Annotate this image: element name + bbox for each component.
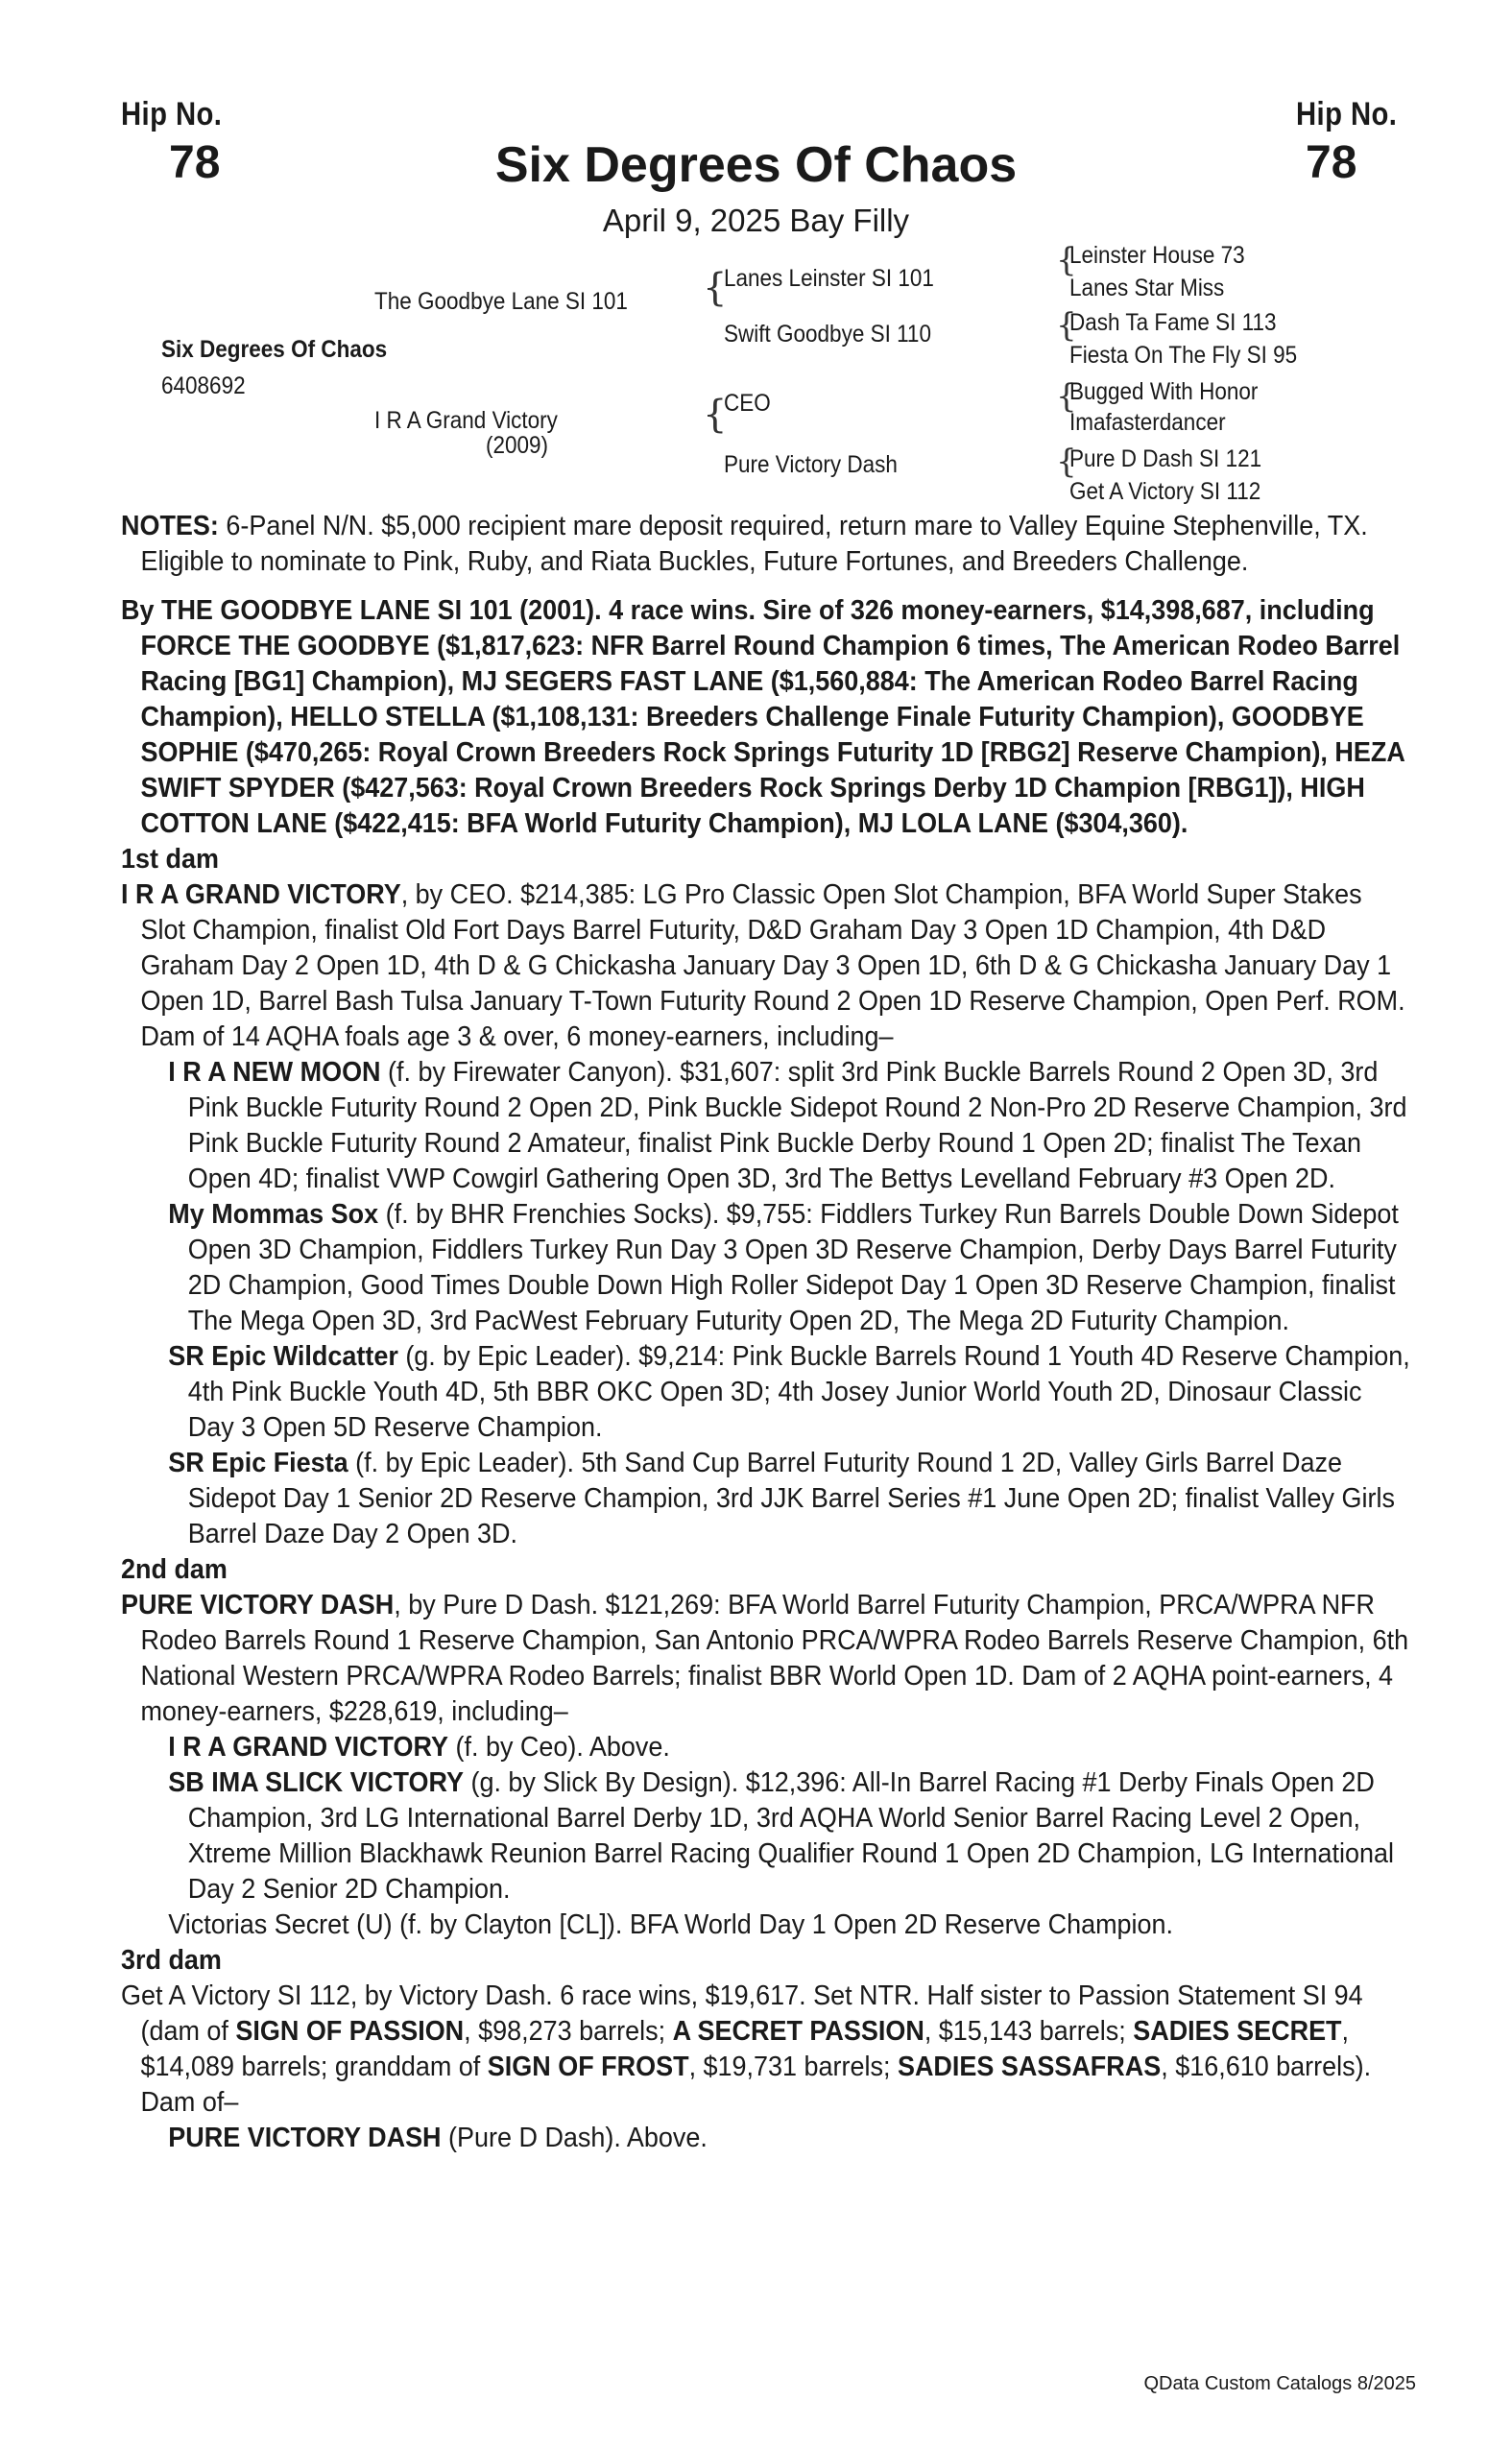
pedigree-dd-sire: Pure D Dash SI 121	[1069, 445, 1262, 472]
produce-entry	[168, 1197, 1411, 1339]
produce-name: SB IMA SLICK VICTORY	[168, 1767, 464, 1798]
pedigree-ds-dam: Imafasterdancer	[1069, 409, 1226, 436]
notes-label: NOTES:	[121, 511, 219, 541]
produce-entry	[168, 2121, 1411, 2156]
sire-paragraph: By THE GOODBYE LANE SI 101 (2001). 4 race wins. Sire of 326 money-earners, $14,398,687, including FORCE THE GOODBYE ($1,817,623: NFR Barrel Round Champion 6 times, The American Rodeo Barrel Racing [BG1] Champion), MJ SEGERS FAST LANE ($1,560,884: The American Rodeo Barrel Racing Champion), HELLO STELLA ($1,108,131: Breeders Challenge Finale Futurity Champion), GOODBYE SOPHIE ($470,265: Royal Crown Breeders Rock Springs Futurity 1D [RBG2] Reserve Champion), HEZA SWIFT SPYDER ($427,563: Royal Crown Breeders Rock Springs Derby 1D Champion [RBG1]), HIGH COTTON LANE ($422,415: BFA World Futurity Champion), MJ LOLA LANE ($304,360).	[121, 595, 1404, 839]
first-dam-paragraph	[121, 877, 1411, 1055]
produce-entry	[168, 1730, 1411, 1765]
third-dam-text: , $14,089 barrels; granddam of	[140, 2016, 1350, 2082]
notes-text: 6-Panel N/N. $5,000 recipient mare deposit required, return mare to Valley Equine Stephenville, TX. Eligible to nominate to Pink, Ruby, and Riata Buckles, Future Fortunes, and Breeders Challenge.	[140, 511, 1368, 577]
pedigree-sire: The Goodbye Lane SI 101	[374, 288, 628, 315]
third-dam-text: Get A Victory SI 112, by Victory Dash. 6 race wins, $19,617. Set NTR. Half sister to Passion Statement SI 94 (dam of	[121, 1980, 1363, 2047]
produce-text: (g. by Epic Leader). $9,214: Pink Buckle Barrels Round 1 Youth 4D Reserve Champion, 4th Pink Buckle Youth 4D, 5th BBR OKC Open 3D; 4th Josey Junior World Youth 2D, Dinosaur Classic Day 3 Open 5D Reserve Champion.	[187, 1341, 1410, 1443]
produce-text: (f. by Firewater Canyon). $31,607: split 3rd Pink Buckle Barrels Round 2 Open 3D, 3rd Pink Buckle Futurity Round 2 Open 2D, Pink Buckle Sidepot Round 2 Non-Pro 2D Reserve Champion, 3rd Pink Buckle Futurity Round 2 Amateur, finalist Pink Buckle Derby Round 1 Open 2D; finalist The Texan Open 4D; finalist VWP Cowgirl Gathering Open 3D, 3rd The Bettys Levelland February #3 Open 2D.	[187, 1057, 1407, 1194]
third-dam-producer: A SECRET PASSION	[672, 2016, 924, 2047]
pedigree-sd-dam: Fiesta On The Fly SI 95	[1069, 342, 1298, 369]
second-dam-heading: 2nd dam	[121, 1554, 228, 1585]
produce-entry	[168, 1908, 1411, 1943]
third-dam-heading: 3rd dam	[121, 1945, 222, 1976]
pedigree-dd-dam: Get A Victory SI 112	[1069, 478, 1261, 505]
notes-paragraph	[121, 509, 1411, 580]
third-dam-producer: SIGN OF PASSION	[235, 2016, 465, 2047]
pedigree-dam-sire: CEO	[724, 390, 771, 417]
first-dam-text: , by CEO. $214,385: LG Pro Classic Open Slot Champion, BFA World Super Stakes Slot Champion, finalist Old Fort Days Barrel Futurity, D&D Graham Day 3 Open 1D Champion, 4th D&D Graham Day 2 Open 1D, 4th D & G Chickasha January Day 3 Open 1D, 6th D & G Chickasha January Day 1 Open 1D, Barrel Bash Tulsa January T-Town Futurity Round 2 Open 1D Reserve Champion, Open Perf. ROM. Dam of 14 AQHA foals age 3 & over, 6 money-earners, including–	[140, 879, 1405, 1052]
produce-name: I R A NEW MOON	[168, 1057, 381, 1088]
third-dam-text: , $16,610 barrels). Dam of–	[140, 2052, 1372, 2118]
third-dam-text: , $98,273 barrels;	[464, 2016, 673, 2047]
second-dam-paragraph	[121, 1588, 1411, 1730]
produce-name: SR Epic Wildcatter	[168, 1341, 398, 1372]
produce-text: (Pure D Dash). Above.	[441, 2123, 708, 2153]
pedigree-dam-year: (2009)	[486, 432, 549, 459]
pedigree-subject-reg: 6408692	[161, 372, 246, 399]
hip-number-left: 78	[169, 137, 221, 188]
pedigree-dam-dam: Pure Victory Dash	[724, 451, 898, 478]
brace-icon: {	[1056, 443, 1077, 481]
second-dam-name: PURE VICTORY DASH	[121, 1590, 395, 1620]
third-dam-text: , $15,143 barrels;	[924, 2016, 1134, 2047]
produce-text: (g. by Slick By Design). $12,396: All-In Barrel Racing #1 Derby Finals Open 2D Champion, 3rd LG International Barrel Derby 1D, 3rd AQHA World Senior Barrel Racing Level 2 Open, Xtreme Million Blackhawk Reunion Barrel Racing Qualifier Round 1 Open 2D Champion, LG International Day 2 Senior 2D Champion.	[187, 1767, 1394, 1905]
brace-icon: {	[1056, 377, 1077, 416]
hip-label-right: Hip No.	[1296, 96, 1398, 132]
third-dam-text: , $19,731 barrels;	[688, 2052, 898, 2082]
produce-text: (f. by Ceo). Above.	[447, 1732, 670, 1763]
pedigree-sire-dam: Swift Goodbye SI 110	[724, 321, 931, 348]
horse-name-title: Six Degrees Of Chaos	[494, 137, 1018, 193]
pedigree-ss-sire: Leinster House 73	[1069, 242, 1245, 269]
brace-icon: {	[703, 266, 728, 310]
pedigree-subject-name: Six Degrees Of Chaos	[161, 336, 388, 363]
pedigree-dam: I R A Grand Victory	[374, 407, 558, 434]
third-dam-producer: SADIES SASSAFRAS	[897, 2052, 1162, 2082]
produce-text: Victorias Secret (U) (f. by Clayton [CL]). BFA World Day 1 Open 2D Reserve Champion.	[168, 1909, 1174, 1940]
foaling-info: April 9, 2025 Bay Filly	[602, 203, 910, 238]
produce-entry	[168, 1339, 1411, 1446]
produce-name: SR Epic Fiesta	[168, 1448, 348, 1478]
footer-credit: QData Custom Catalogs 8/2025	[1143, 2373, 1416, 2394]
pedigree-ss-dam: Lanes Star Miss	[1069, 275, 1225, 301]
produce-name: My Mommas Sox	[168, 1199, 379, 1230]
third-dam-producer: SADIES SECRET	[1133, 2016, 1342, 2047]
third-dam-producer: SIGN OF FROST	[487, 2052, 689, 2082]
brace-icon: {	[1056, 306, 1077, 345]
third-dam-paragraph	[121, 1979, 1411, 2121]
catalog-body	[121, 509, 1411, 2156]
second-dam-text: , by Pure D Dash. $121,269: BFA World Barrel Futurity Champion, PRCA/WPRA NFR Rodeo Barrels Round 1 Reserve Champion, San Antonio PRCA/WPRA Rodeo Barrels Reserve Champion, 6th National Western PRCA/WPRA Rodeo Barrels; finalist BBR World Open 1D. Dam of 2 AQHA point-earners, 4 money-earners, $228,619, including–	[140, 1590, 1409, 1727]
pedigree-ds-sire: Bugged With Honor	[1069, 378, 1259, 405]
first-dam-heading: 1st dam	[121, 844, 219, 875]
brace-icon: {	[1056, 241, 1077, 279]
produce-name: I R A GRAND VICTORY	[168, 1732, 448, 1763]
produce-text: (f. by Epic Leader). 5th Sand Cup Barrel Futurity Round 1 2D, Valley Girls Barrel Daze Sidepot Day 1 Senior 2D Reserve Champion, 3rd JJK Barrel Series #1 June Open 2D; finalist Valley Girls Barrel Daze Day 2 Open 3D.	[187, 1448, 1395, 1549]
pedigree-sd-sire: Dash Ta Fame SI 113	[1069, 309, 1277, 336]
first-dam-name: I R A GRAND VICTORY	[121, 879, 401, 910]
produce-text: (f. by BHR Frenchies Socks). $9,755: Fiddlers Turkey Run Barrels Double Down Sidepot Open 3D Champion, Fiddlers Turkey Run Day 3 Open 3D Reserve Champion, Derby Days Barrel Futurity 2D Champion, Good Times Double Down High Roller Sidepot Day 1 Open 3D Reserve Champion, finalist The Mega Open 3D, 3rd PacWest February Futurity Open 2D, The Mega 2D Futurity Champion.	[187, 1199, 1399, 1336]
produce-name: PURE VICTORY DASH	[168, 2123, 442, 2153]
produce-entry	[168, 1055, 1411, 1197]
brace-icon: {	[703, 393, 728, 437]
produce-entry	[168, 1765, 1411, 1908]
produce-entry	[168, 1446, 1411, 1552]
hip-label-left: Hip No.	[121, 96, 223, 132]
hip-number-right: 78	[1306, 137, 1357, 188]
pedigree-sire-sire: Lanes Leinster SI 101	[724, 265, 934, 292]
